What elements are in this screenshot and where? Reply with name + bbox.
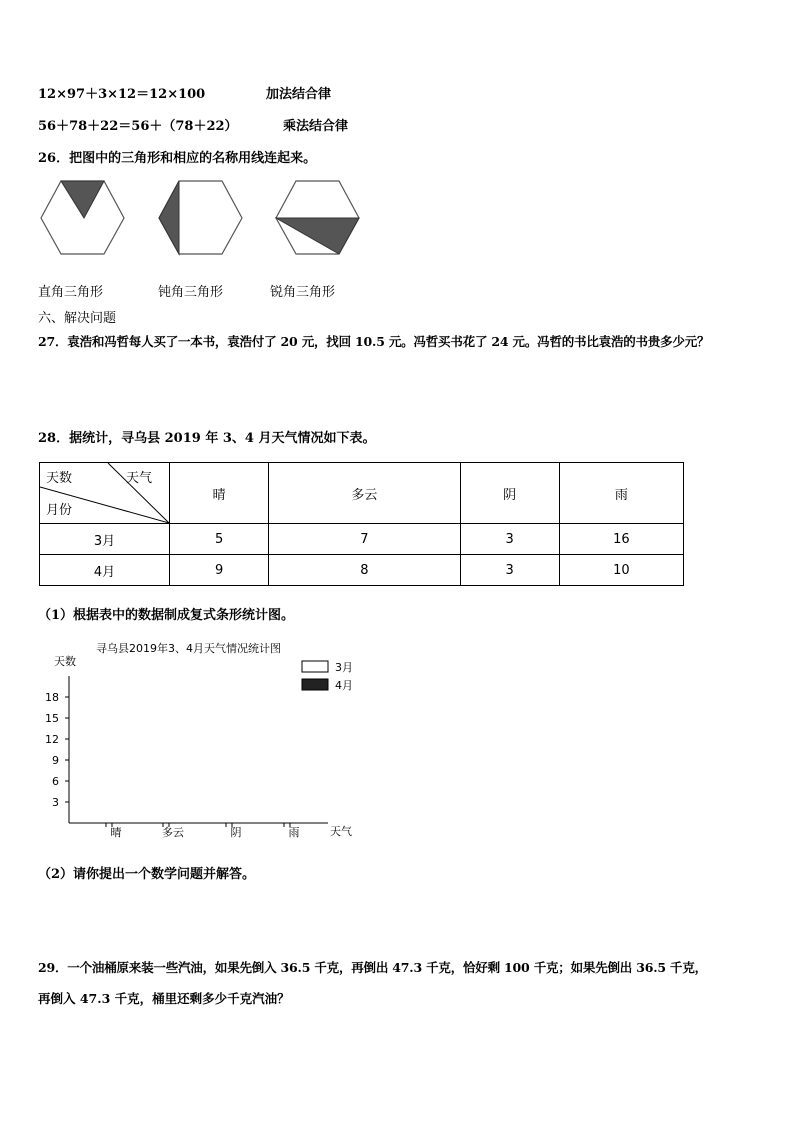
- legend-label-march: 3月: [335, 661, 353, 674]
- y-tick-label: 12: [45, 733, 59, 746]
- q25-line2-expression: 56＋78＋22＝56＋（78＋22）: [38, 119, 238, 134]
- weather-bar-chart: [36, 636, 366, 841]
- chart-title: 寻乌县2019年3、4月天气情况统计图: [96, 642, 281, 655]
- q29-question-line2: 再倒入 47.3 千克，桶里还剩多少千克汽油？: [38, 991, 290, 1006]
- column-header: 阴: [460, 463, 559, 524]
- q26-label-obtuse-triangle: 钝角三角形: [158, 285, 224, 300]
- legend-swatch-march: [302, 661, 328, 672]
- table-cell: 9: [170, 555, 269, 586]
- y-tick-label: 15: [45, 712, 59, 725]
- weather-table: [39, 462, 684, 586]
- table-cell: 5: [170, 524, 269, 555]
- q25-line1-law: 加法结合律: [266, 87, 332, 102]
- hexagon-figure-3: [275, 180, 361, 256]
- table-corner-cell: [40, 463, 170, 524]
- table-cell: 3: [460, 555, 559, 586]
- x-category-label: 多云: [162, 826, 184, 839]
- hexagon-figure-1: [40, 180, 126, 256]
- section-six-title: 六、解决问题: [38, 311, 117, 326]
- table-row: [40, 555, 684, 586]
- table-row: [40, 524, 684, 555]
- y-tick-label: 9: [52, 754, 59, 767]
- y-tick-label: 6: [52, 775, 59, 788]
- shaded-triangle-2: [159, 181, 179, 254]
- q25-line1-expression: 12×97＋3×12＝12×100: [38, 87, 206, 102]
- legend-label-april: 4月: [335, 679, 353, 692]
- q28-subquestion-2: （2）请你提出一个数学问题并解答。: [38, 867, 256, 882]
- x-category-label: 雨: [288, 826, 300, 839]
- column-header: 雨: [559, 463, 683, 524]
- table-cell: 10: [559, 555, 683, 586]
- table-cell: 8: [269, 555, 460, 586]
- q29-question-line1: 29．一个油桶原来装一些汽油，如果先倒入 36.5 千克，再倒出 47.3 千克，恰好剩 100 千克；如果先倒出 36.5 千克，: [38, 960, 707, 975]
- x-category-label: 阴: [230, 826, 242, 839]
- q26-label-right-triangle: 直角三角形: [38, 285, 104, 300]
- x-category-label: 晴: [110, 826, 122, 839]
- row-header: 4月: [40, 555, 170, 586]
- hexagon-figure-2: [158, 180, 244, 256]
- table-cell: 16: [559, 524, 683, 555]
- q25-line2-law: 乘法结合律: [283, 119, 349, 134]
- corner-label-days: 天数: [46, 471, 73, 486]
- table-cell: 3: [460, 524, 559, 555]
- x-axis-label: 天气: [330, 825, 352, 838]
- column-header: 多云: [269, 463, 460, 524]
- corner-label-weather: 天气: [126, 471, 153, 486]
- q26-label-acute-triangle: 锐角三角形: [270, 285, 336, 300]
- q28-question: 28．据统计，寻乌县 2019 年 3、4 月天气情况如下表。: [38, 431, 376, 446]
- q27-question: 27．袁浩和冯哲每人买了一本书，袁浩付了 20 元，找回 10.5 元。冯哲买书花了 24 元。冯哲的书比袁浩的书贵多少元？: [38, 334, 710, 349]
- y-tick-label: 3: [52, 796, 59, 809]
- corner-label-month: 月份: [46, 503, 73, 518]
- column-header: 晴: [170, 463, 269, 524]
- y-axis-label: 天数: [54, 655, 76, 668]
- q28-subquestion-1: （1）根据表中的数据制成复式条形统计图。: [38, 608, 295, 623]
- table-cell: 7: [269, 524, 460, 555]
- q26-question: 26．把图中的三角形和相应的名称用线连起来。: [38, 151, 317, 166]
- y-tick-label: 18: [45, 691, 59, 704]
- row-header: 3月: [40, 524, 170, 555]
- legend-swatch-april: [302, 679, 328, 690]
